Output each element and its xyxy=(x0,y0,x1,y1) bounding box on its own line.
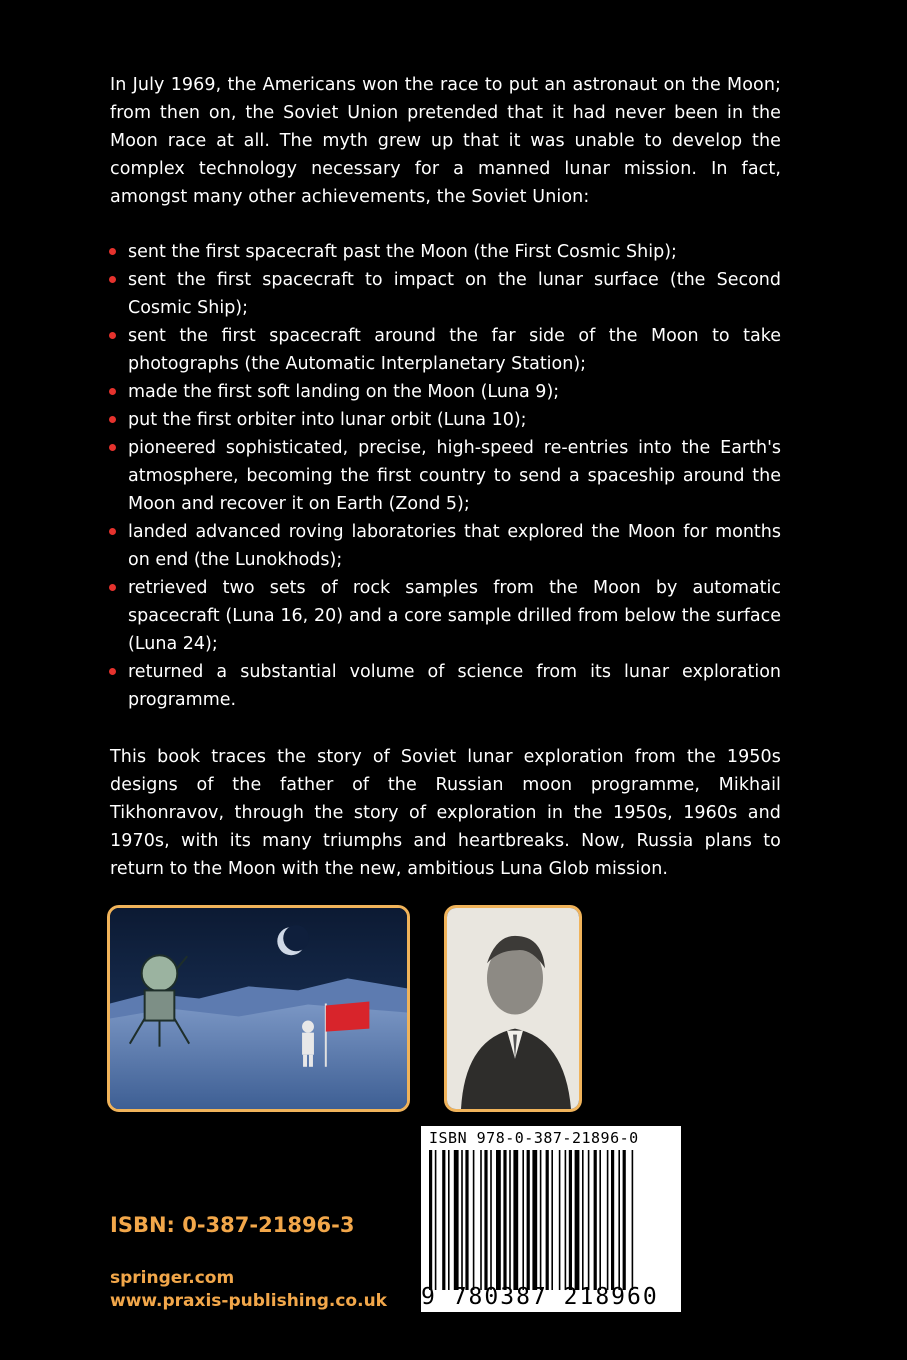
praxis-link[interactable]: www.praxis-publishing.co.uk xyxy=(110,1291,387,1311)
barcode-digits: 9 780387 218960 xyxy=(421,1284,659,1310)
bullet-icon xyxy=(109,528,116,535)
bullet-icon xyxy=(109,388,116,395)
list-item: sent the first spacecraft past the Moon (the First Cosmic Ship); xyxy=(128,238,781,266)
bullet-icon xyxy=(109,668,116,675)
bullet-icon xyxy=(109,584,116,591)
list-item: retrieved two sets of rock samples from the Moon by automatic spacecraft (Luna 16, 20) and a core sample drilled from below the surface (Luna 24); xyxy=(128,574,781,658)
list-item: returned a substantial volume of science from its lunar exploration programme. xyxy=(128,658,781,714)
list-item: made the first soft landing on the Moon (Luna 9); xyxy=(128,378,781,406)
bullet-icon xyxy=(109,276,116,283)
bullet-icon xyxy=(109,248,116,255)
list-item: landed advanced roving laboratories that explored the Moon for months on end (the Lunokhods); xyxy=(128,518,781,574)
moon-landing-image xyxy=(110,908,407,1109)
list-item: sent the first spacecraft to impact on the lunar surface (the Second Cosmic Ship); xyxy=(128,266,781,322)
barcode-isbn-text: ISBN 978-0-387-21896-0 xyxy=(429,1129,639,1147)
intro-paragraph: In July 1969, the Americans won the race to put an astronaut on the Moon; from then on, the Soviet Union pretended that it had never been in the Moon race at all. The myth grew up that it was unable to develop the complex technology necessary for a manned lunar mission. In fact, amongst many other achievements, the Soviet Union: xyxy=(110,75,781,207)
list-item: sent the first spacecraft around the far side of the Moon to take photographs (the Automatic Interplanetary Station); xyxy=(128,322,781,378)
isbn-label: ISBN: 0-387-21896-3 xyxy=(110,1213,355,1237)
springer-link[interactable]: springer.com xyxy=(110,1268,235,1288)
achievement-list xyxy=(128,238,781,714)
bullet-icon xyxy=(109,416,116,423)
list-item: put the first orbiter into lunar orbit (Luna 10); xyxy=(128,406,781,434)
tikhonravov-portrait xyxy=(444,905,582,1112)
list-item: pioneered sophisticated, precise, high-speed re-entries into the Earth's atmosphere, becoming the first country to send a spaceship around the Moon and recover it on Earth (Zond 5); xyxy=(128,434,781,518)
bullet-icon xyxy=(109,332,116,339)
closing-paragraph: This book traces the story of Soviet lunar exploration from the 1950s designs of the father of the Russian moon programme, Mikhail Tikhonravov, through the story of exploration in the 1950s, 1960s and 1970s, with its many triumphs and heartbreaks. Now, Russia plans to return to the Moon with the new, ambitious Luna Glob mission. xyxy=(110,747,781,879)
moon-landing-illustration xyxy=(107,905,410,1112)
bullet-icon xyxy=(109,444,116,451)
barcode xyxy=(421,1126,681,1312)
barcode-bars xyxy=(429,1150,673,1290)
portrait-image xyxy=(447,908,579,1109)
